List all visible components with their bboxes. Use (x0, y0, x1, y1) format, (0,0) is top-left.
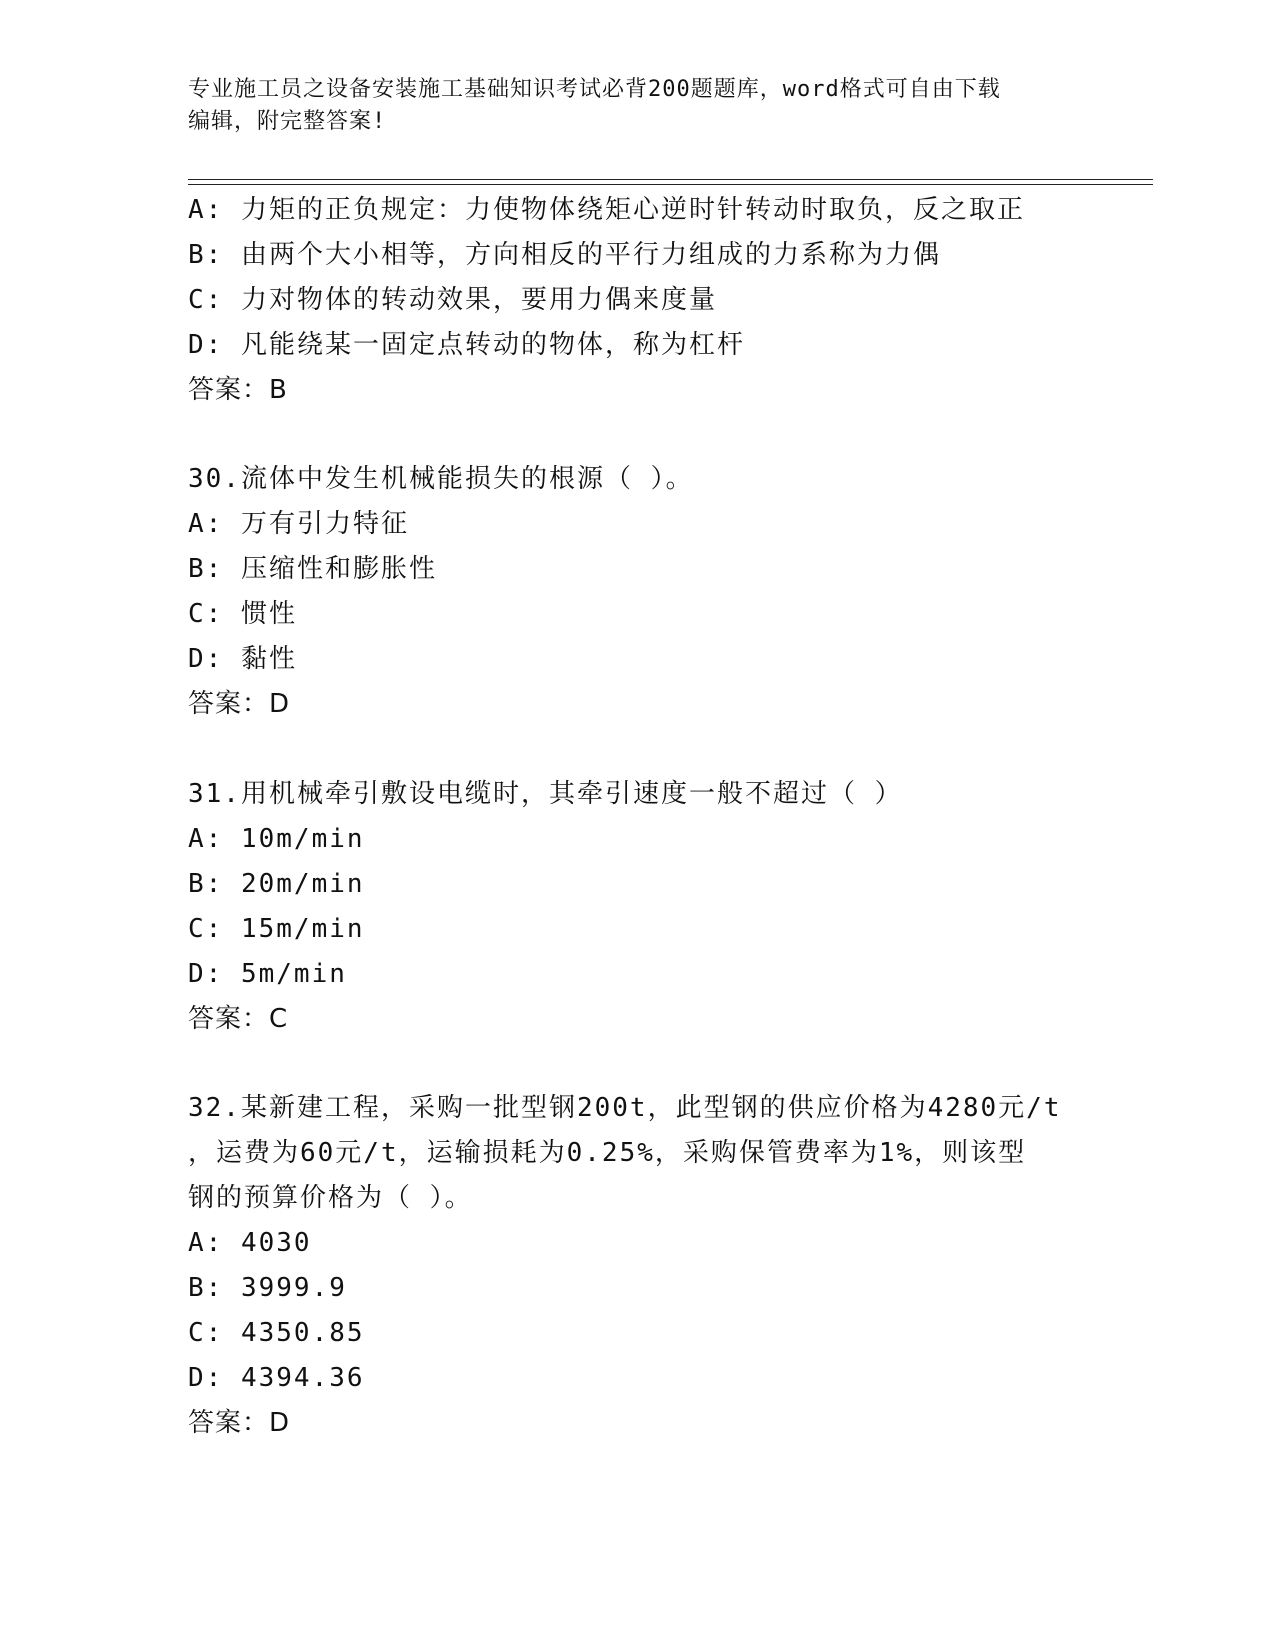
q32-option-b: B: 3999.9 (188, 1273, 347, 1303)
header-title-line-1: 专业施工员之设备安装施工基础知识考试必背200题题库，word格式可自由下载 (188, 77, 1001, 102)
q32-question-line-2: ，运费为60元/t，运输损耗为0.25%，采购保管费率为1%，则该型 (188, 1138, 1027, 1168)
q30-question: 30.流体中发生机械能损失的根源（ ）。 (188, 464, 694, 494)
q29-option-a: A: 力矩的正负规定：力使物体绕矩心逆时针转动时取负，反之取正 (188, 195, 1025, 225)
q32-option-d: D: 4394.36 (188, 1363, 365, 1393)
header-divider-top (188, 179, 1153, 180)
q30-answer: 答案：D (188, 689, 291, 719)
q32-option-c: C: 4350.85 (188, 1318, 365, 1348)
document-header (188, 74, 1088, 138)
q30-option-d: D: 黏性 (188, 644, 297, 674)
q31-option-c: C: 15m/min (188, 914, 365, 944)
q32-question-line-1: 32.某新建工程，采购一批型钢200t，此型钢的供应价格为4280元/t (188, 1093, 1062, 1123)
q32-question-line-3: 钢的预算价格为（ ）。 (188, 1183, 473, 1213)
header-divider-bottom (188, 184, 1153, 185)
q29-answer: 答案：B (188, 375, 288, 405)
q31-option-d: D: 5m/min (188, 959, 347, 989)
q31-option-b: B: 20m/min (188, 869, 365, 899)
q31-option-a: A: 10m/min (188, 824, 365, 854)
q29-option-b: B: 由两个大小相等，方向相反的平行力组成的力系称为力偶 (188, 240, 941, 270)
header-title-line-2: 编辑，附完整答案! (188, 109, 387, 134)
q30-option-c: C: 惯性 (188, 599, 297, 629)
q32-option-a: A: 4030 (188, 1228, 312, 1258)
q29-option-d: D: 凡能绕某一固定点转动的物体，称为杠杆 (188, 330, 745, 360)
q30-option-b: B: 压缩性和膨胀性 (188, 554, 437, 584)
q32-answer: 答案：D (188, 1408, 291, 1438)
q31-question: 31.用机械牵引敷设电缆时，其牵引速度一般不超过（ ） (188, 779, 903, 809)
q30-option-a: A: 万有引力特征 (188, 509, 409, 539)
q29-option-c: C: 力对物体的转动效果，要用力偶来度量 (188, 285, 717, 315)
q31-answer: 答案：C (188, 1004, 289, 1034)
